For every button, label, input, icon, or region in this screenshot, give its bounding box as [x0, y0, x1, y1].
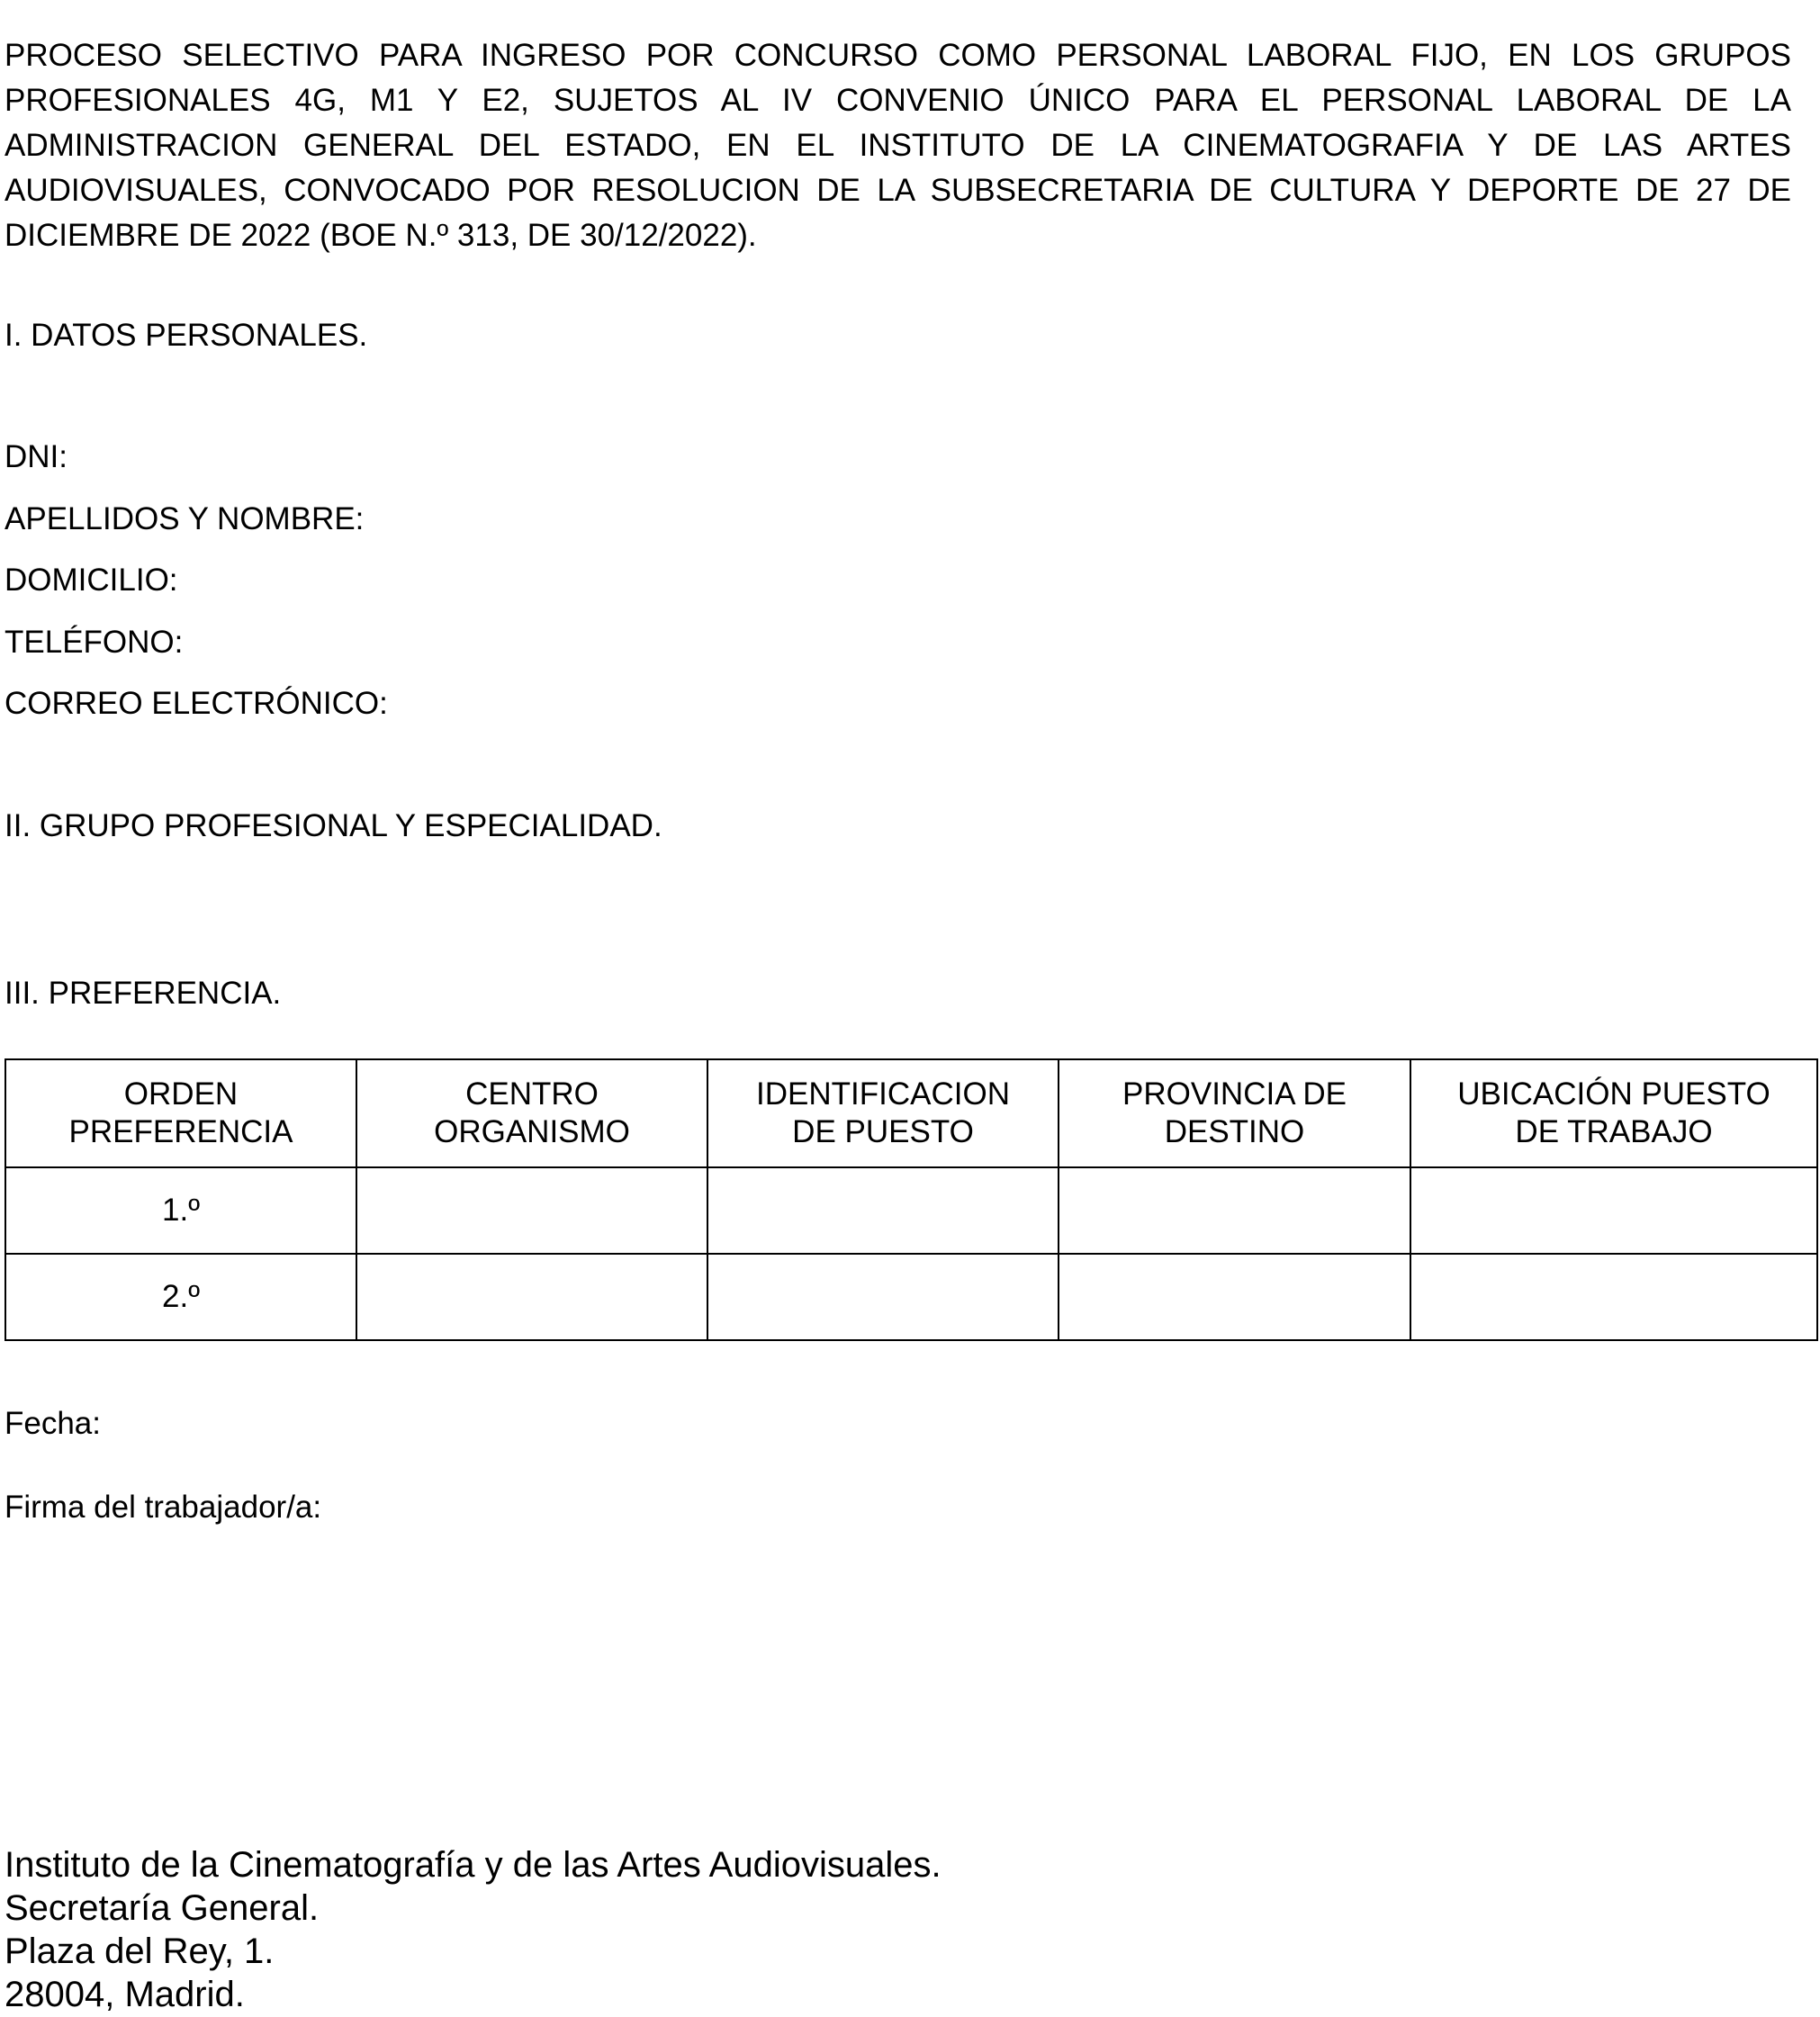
- table-row: [5, 1167, 1817, 1254]
- address-department-line: Secretaría General.: [5, 1888, 320, 1928]
- header-position-id: IDENTIFICACION DE PUESTO: [707, 1059, 1059, 1167]
- preference-table-header-row: [5, 1059, 1817, 1167]
- province-cell[interactable]: [1059, 1254, 1410, 1340]
- center-cell[interactable]: [356, 1167, 707, 1254]
- header-order-preference: ORDEN PREFERENCIA: [5, 1059, 356, 1167]
- address-city-line: 28004, Madrid.: [5, 1975, 245, 2014]
- section-professional-group-heading: II. GRUPO PROFESIONAL Y ESPECIALIDAD.: [5, 808, 662, 843]
- preference-table: [5, 1058, 1818, 1341]
- order-cell: 1.º: [5, 1167, 356, 1254]
- full-name-label: APELLIDOS Y NOMBRE:: [5, 501, 365, 536]
- phone-label: TELÉFONO:: [5, 625, 184, 660]
- dni-label: DNI:: [5, 439, 68, 474]
- address-institution-line: Instituto de la Cinematografía y de las Artes Audiovisuales.: [5, 1845, 942, 1885]
- location-cell[interactable]: [1410, 1167, 1817, 1254]
- email-label: CORREO ELECTRÓNICO:: [5, 686, 388, 721]
- location-cell[interactable]: [1410, 1254, 1817, 1340]
- province-cell[interactable]: [1059, 1167, 1410, 1254]
- order-cell: 2.º: [5, 1254, 356, 1340]
- address-street-line: Plaza del Rey, 1.: [5, 1931, 275, 1971]
- intro-paragraph: PROCESO SELECTIVO PARA INGRESO POR CONCURSO COMO PERSONAL LABORAL FIJO, EN LOS GRUPOS PROFESIONALES 4G, M1 Y E2, SUJETOS AL IV CONVENIO ÚNICO PARA EL PERSONAL LABORAL DE LA ADMINISTRACION GENERAL DEL ESTADO, EN EL INSTITUTO DE LA CINEMATOGRAFIA Y DE LAS ARTES AUDIOVISUALES, CONVOCADO POR RESOLUCION DE LA SUBSECRETARIA DE CULTURA Y DEPORTE DE 27 DE DICIEMBRE DE 2022 (BOE N.º 313, DE 30/12/2022).: [5, 38, 1791, 253]
- institution-address-block: [5, 1843, 942, 2016]
- home-address-label: DOMICILIO:: [5, 563, 178, 598]
- center-cell[interactable]: [356, 1254, 707, 1340]
- header-center-organism: CENTRO ORGANISMO: [356, 1059, 707, 1167]
- position-id-cell[interactable]: [707, 1254, 1059, 1340]
- signature-label: Firma del trabajador/a:: [5, 1490, 322, 1525]
- header-destination-province: PROVINCIA DE DESTINO: [1059, 1059, 1410, 1167]
- position-id-cell[interactable]: [707, 1167, 1059, 1254]
- table-row: [5, 1254, 1817, 1340]
- date-label: Fecha:: [5, 1406, 101, 1441]
- section-personal-data-heading: I. DATOS PERSONALES.: [5, 318, 368, 353]
- header-workplace-location: UBICACIÓN PUESTO DE TRABAJO: [1410, 1059, 1817, 1167]
- section-preference-heading: III. PREFERENCIA.: [5, 976, 282, 1011]
